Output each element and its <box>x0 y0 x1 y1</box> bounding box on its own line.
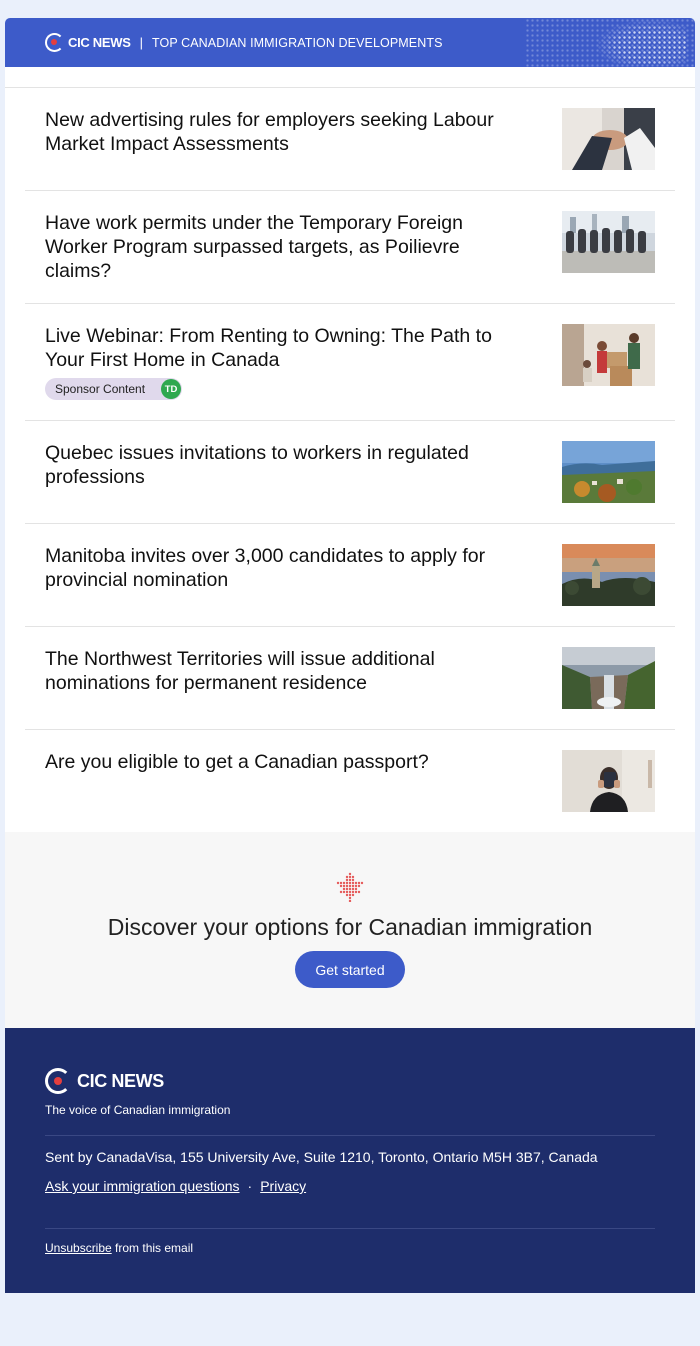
header-separator: | <box>139 35 143 50</box>
article-title[interactable]: Have work permits under the Temporary Foreign Worker Program surpassed targets, as Poilievre claims? <box>45 212 463 282</box>
footer-tagline: The voice of Canadian immigration <box>45 1103 231 1117</box>
header-logo-text: CIC NEWS <box>68 35 131 50</box>
article-item[interactable] <box>25 304 675 421</box>
waterfall-canyon-photo[interactable] <box>562 647 655 709</box>
header-title: TOP CANADIAN IMMIGRATION DEVELOPMENTS <box>152 35 443 50</box>
footer-address: Sent by CanadaVisa, 155 University Ave, Suite 1210, Toronto, Ontario M5H 3B7, Canada <box>45 1149 598 1165</box>
cta-heading: Discover your options for Canadian immigration <box>107 914 593 940</box>
article-item[interactable] <box>25 191 675 304</box>
unsubscribe-line <box>45 1241 655 1255</box>
footer-logo[interactable] <box>45 1068 655 1094</box>
article-list <box>5 88 695 832</box>
article-item[interactable] <box>25 524 675 627</box>
footer-links <box>45 1178 655 1194</box>
email-container <box>5 18 695 1293</box>
article-title[interactable]: The Northwest Territories will issue additional nominations for permanent residence <box>45 648 435 694</box>
cta-section <box>5 832 695 1028</box>
unsubscribe-text: from this email <box>111 1241 194 1255</box>
link-separator: · <box>247 1178 253 1194</box>
article-title[interactable]: Are you eligible to get a Canadian passport? <box>45 751 429 773</box>
ask-questions-link[interactable]: Ask your immigration questions <box>45 1178 240 1194</box>
article-title[interactable]: Live Webinar: From Renting to Owning: The Path to Your First Home in Canada <box>45 325 492 371</box>
group-city-photo[interactable] <box>562 211 655 273</box>
manitoba-sunset-photo[interactable] <box>562 544 655 606</box>
unsubscribe-link[interactable]: Unsubscribe <box>45 1241 112 1255</box>
article-item[interactable] <box>25 421 675 524</box>
sponsor-badge <box>45 378 182 400</box>
maple-dots-icon <box>335 872 365 902</box>
cic-logo-icon <box>45 1068 71 1094</box>
quebec-landscape-photo[interactable] <box>562 441 655 503</box>
sponsor-badge-label: Sponsor Content <box>55 382 146 396</box>
article-item[interactable] <box>25 627 675 730</box>
footer-divider <box>45 1135 655 1136</box>
footer <box>5 1028 695 1293</box>
header-logo[interactable] <box>45 33 131 52</box>
header-gap <box>5 67 695 88</box>
map-highlight-dots-decoration <box>597 20 687 66</box>
header-banner <box>5 18 695 67</box>
family-moving-photo[interactable] <box>562 324 655 386</box>
footer-logo-text: CIC NEWS <box>77 1070 164 1091</box>
get-started-button[interactable]: Get started <box>295 951 405 988</box>
td-logo-icon: TD <box>161 379 181 399</box>
cic-logo-icon <box>45 33 64 52</box>
article-title[interactable]: New advertising rules for employers seeking Labour Market Impact Assessments <box>45 109 494 155</box>
article-title[interactable]: Quebec issues invitations to workers in regulated professions <box>45 442 469 488</box>
passport-person-photo[interactable] <box>562 750 655 812</box>
article-title[interactable]: Manitoba invites over 3,000 candidates to apply for provincial nomination <box>45 545 486 591</box>
article-item[interactable] <box>25 88 675 191</box>
article-item[interactable] <box>25 730 675 832</box>
privacy-link[interactable]: Privacy <box>260 1178 307 1194</box>
footer-divider <box>45 1228 655 1229</box>
handshake-photo[interactable] <box>562 108 655 170</box>
